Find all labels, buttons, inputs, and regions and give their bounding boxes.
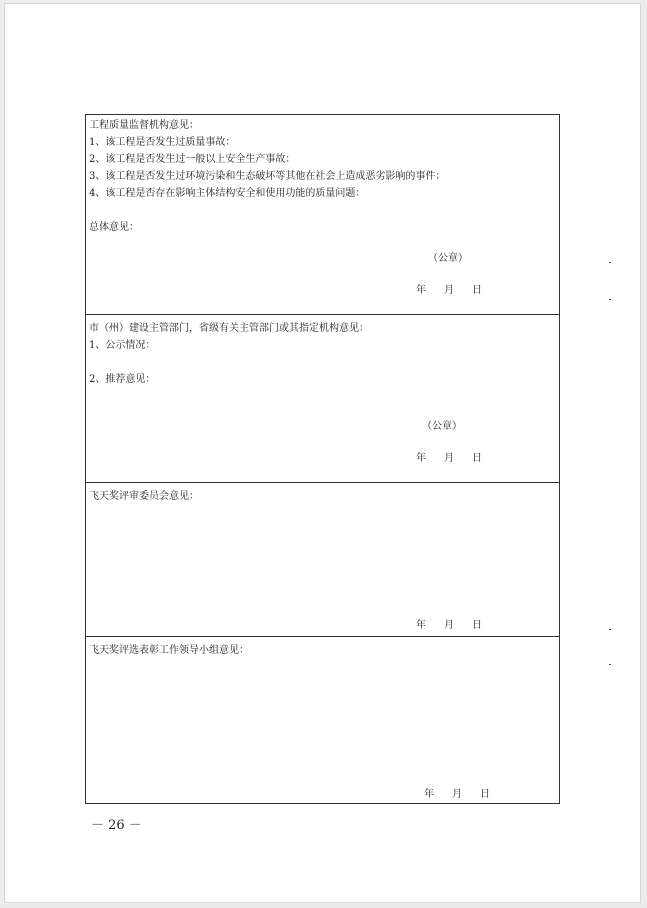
question-2: 2、该工程是否发生过一般以上安全生产事故： — [89, 154, 296, 165]
section-title: 飞天奖评选表彰工作领导小组意见： — [89, 645, 249, 656]
official-seal-label: （公章） — [422, 421, 462, 432]
review-committee-section — [86, 483, 559, 637]
question-1: 1、该工程是否发生过质量事故： — [89, 137, 236, 148]
question-3: 3、该工程是否发生过环境污染和生态破坏等其他在社会上造成恶劣影响的事件： — [89, 171, 446, 182]
date-year: 年 — [416, 453, 426, 464]
date-year: 年 — [424, 789, 434, 800]
scan-speck — [609, 262, 611, 263]
publicity-status-label: 1、公示情况： — [89, 340, 156, 351]
opinion-form-table — [85, 114, 560, 804]
date-day: 日 — [472, 453, 482, 464]
quality-supervision-section — [86, 115, 559, 315]
date-line — [424, 789, 490, 801]
page-number: － 26 － — [91, 818, 142, 833]
question-4: 4、该工程是否存在影响主体结构安全和使用功能的质量问题： — [89, 188, 366, 199]
scan-speck — [609, 299, 611, 300]
document-page — [4, 3, 641, 903]
construction-authority-section — [86, 315, 559, 483]
official-seal-label: （公章） — [428, 253, 468, 264]
date-year: 年 — [416, 285, 426, 296]
scan-speck — [609, 664, 611, 665]
section-title: 市（州）建设主管部门，省级有关主管部门或其指定机构意见： — [89, 323, 369, 334]
date-line — [416, 285, 482, 297]
leading-group-section — [86, 637, 559, 803]
recommendation-label: 2、推荐意见： — [89, 374, 156, 385]
date-day: 日 — [480, 789, 490, 800]
summary-label: 总体意见： — [89, 222, 139, 233]
date-line — [416, 620, 482, 632]
date-line — [416, 453, 482, 465]
date-year: 年 — [416, 620, 426, 631]
date-month: 月 — [444, 285, 454, 296]
date-day: 日 — [472, 620, 482, 631]
date-month: 月 — [444, 620, 454, 631]
scan-speck — [609, 629, 611, 630]
date-month: 月 — [444, 453, 454, 464]
section-title: 飞天奖评审委员会意见： — [89, 491, 199, 502]
date-month: 月 — [452, 789, 462, 800]
date-day: 日 — [472, 285, 482, 296]
section-title: 工程质量监督机构意见： — [89, 120, 199, 131]
